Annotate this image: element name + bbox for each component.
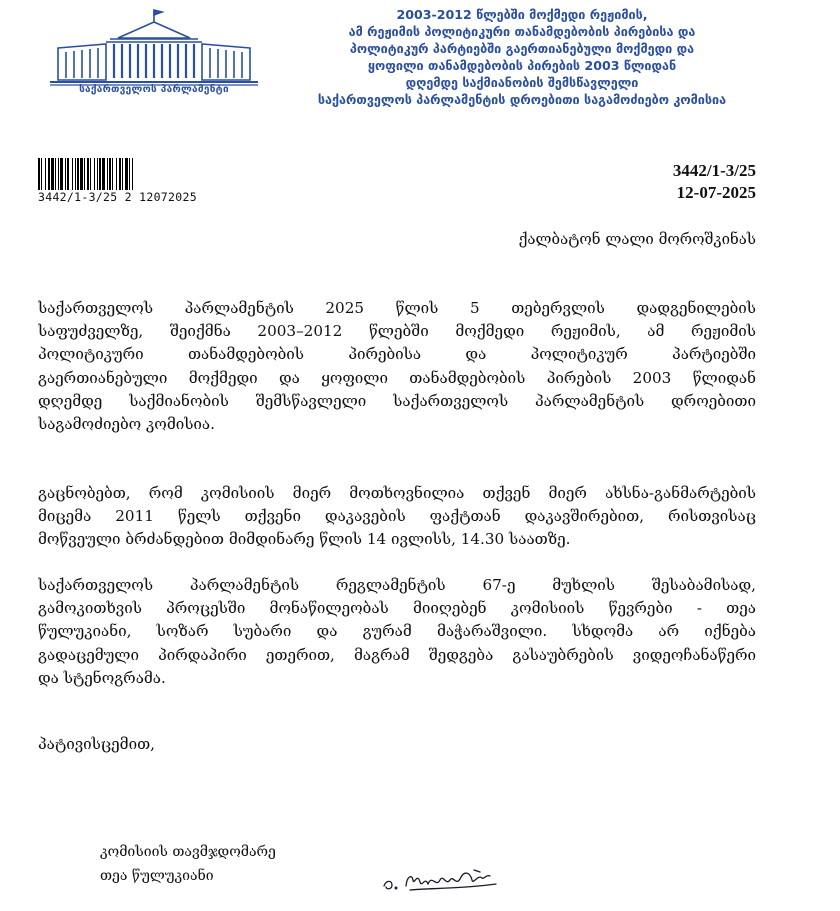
body-paragraph-1: [38, 297, 756, 436]
paragraph-line: მოწვეული ბრძანდებით მიმდინარე წლის 14 ივლისს, 14.30 საათზე.: [38, 530, 571, 549]
org-title-line: ამ რეჟიმის პოლიტიკური თანამდებობის პირებისა და: [348, 24, 696, 39]
paragraph-line: მიცემა 2011 წელს თქვენი დაკავების ფაქტთან დაკავშირებით, რისთვისაც: [38, 507, 756, 526]
registration-number: 3442/1-3/25: [672, 161, 756, 180]
barcode-icon: [38, 158, 214, 190]
paragraph-line: საქართველოს პარლამენტის 2025 წლის 5 თებერვლის დადგენილების: [38, 299, 756, 317]
logo-caption: საქართველოს პარლამენტი: [79, 84, 229, 95]
addressee: ქალბატონ ლალი მოროშკინას: [518, 230, 756, 248]
signatory-role: კომისიის თავმჯდომარე: [100, 844, 276, 860]
signature-icon: [380, 862, 504, 896]
paragraph-line: პოლიტიკური თანამდებობის პირებისა და პოლიტიკურ პარტიებში: [38, 345, 756, 364]
paragraph-line: საფუძველზე, შეიქმნა 2003–2012 წლებში მოქმედი რეჟიმის, ამ რეჟიმის: [38, 322, 756, 341]
paragraph-line: დღემდე საქმიანობის შემსწავლელი საქართველოს პარლამენტის დროებითი: [38, 391, 756, 410]
paragraph-line: წულუკიანი, სოზარ სუბარი და გურამ მაჭარაშვილი. სხდომა არ იქნება: [38, 622, 756, 641]
document-barcode: [38, 158, 214, 190]
paragraph-line: გაერთიანებული მოქმედი და ყოფილი თანამდებობის პირების 2003 წლიდან: [38, 368, 756, 387]
organization-title: [262, 6, 782, 108]
document-date: 12-07-2025: [676, 183, 756, 202]
org-title-line: 2003-2012 წლებში მოქმედი რეჟიმის,: [396, 7, 648, 22]
body-paragraph-3: [38, 574, 756, 690]
org-title-line: პოლიტიკურ პარტიებში გაერთიანებული მოქმედი და: [349, 41, 695, 56]
closing-salutation: პატივისცემით,: [38, 735, 155, 753]
paragraph-line: საგამოძიებო კომისია.: [38, 415, 215, 434]
paragraph-line: გაცნობებთ, რომ კომისიის მიერ მოთხოვნილია თქვენ მიერ ახსნა-განმარტების: [38, 484, 756, 502]
body-paragraph-2: [38, 482, 756, 552]
paragraph-line: გამოკითხვის პროცესში მონაწილეობას მიიღებენ კომისიის წევრები - თეა: [38, 599, 756, 618]
paragraph-line: და სტენოგრამა.: [38, 668, 166, 687]
parliament-building-icon: [48, 8, 260, 86]
paragraph-line: საქართველოს პარლამენტის რეგლამენტის 67-ე მუხლის შესაბამისად,: [38, 576, 756, 594]
handwritten-signature: [380, 862, 504, 896]
org-title-line: დღემდე საქმიანობის შემსწავლელი: [405, 75, 639, 90]
paragraph-line: გადაცემული პირდაპირი ეთერით, მაგრამ შედგება გასაუბრების ვიდეოჩანაწერი: [38, 645, 756, 664]
barcode-text: 3442/1-3/25 2 12072025: [38, 190, 197, 204]
org-title-line: საქართველოს პარლამენტის დროებითი საგამოძიებო კომისია: [317, 92, 727, 107]
org-title-line: ყოფილი თანამდებობის პირების 2003 წლიდან: [367, 58, 677, 73]
signatory-name: თეა წულუკიანი: [100, 868, 214, 884]
